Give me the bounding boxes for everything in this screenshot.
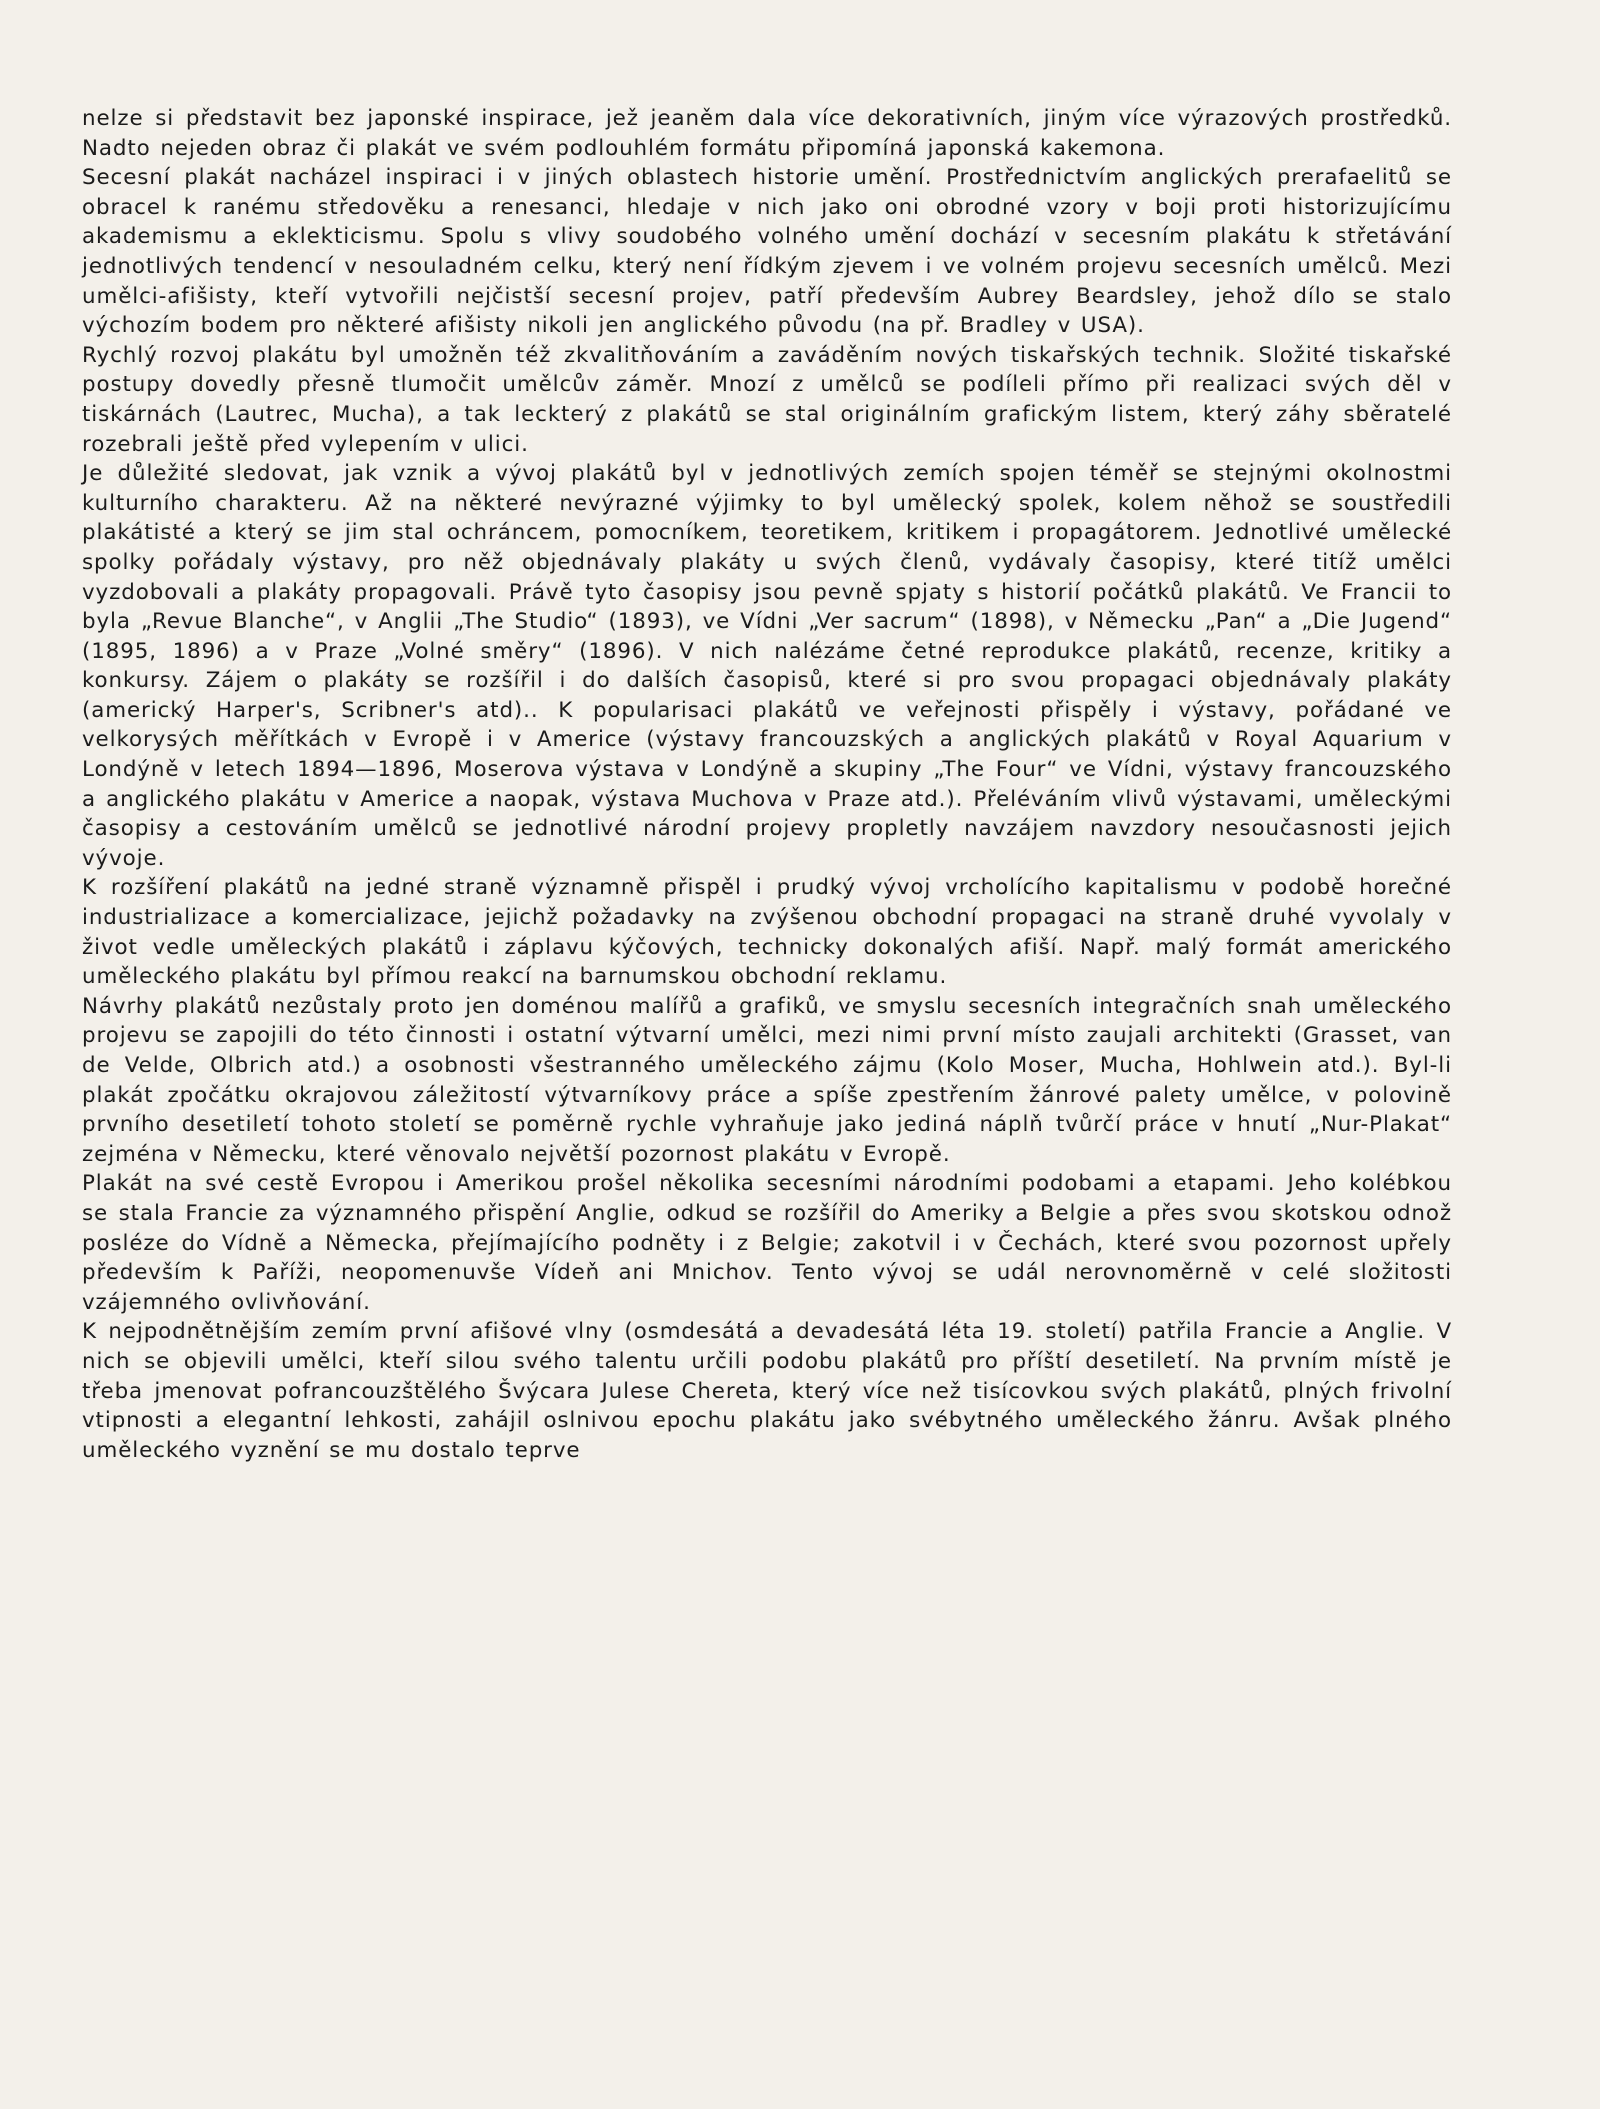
paragraph-national-forms: Plakát na své cestě Evropou i Amerikou prošel několika secesními národními podobami a etapami. Jeho kolébkou se stala Francie za významného přispění Anglie, odkud se rozšířil do Ameriky a Belgie a přes svou skotskou odnož posléze do Vídně a Německa, přejímajícího podněty i z Belgie; zakotvil i v Čechách, které svou pozornost upřely především k Paříži, neopomenuvše Vídeň ani Mnichov. Tento vývoj se udál nerovnoměrně v celé složitosti vzájemného ovlivňování. [82, 1171, 1452, 1315]
paragraph-secession-inspiration: Secesní plakát nacházel inspiraci i v jiných oblastech historie umění. Prostřednictvím anglických prerafaelitů se obracel k ranému středověku a renesanci, hledaje v nich jako oni obrodné vzory v boji proti historizujícímu akademismu a eklekticismu. Spolu s vlivy soudobého volného umění dochází v secesním plakátu k střetávání jednotlivých tendencí v nesouladném celku, který není řídkým zjevem i ve volném projevu secesních umělců. Mezi umělci-afišisty, kteří vytvořili nejčistší secesní projev, patří především Aubrey Beardsley, jehož dílo se stalo výchozím bodem pro některé afišisty nikoli jen anglického původu (na př. Bradley v USA). [82, 165, 1452, 339]
paragraph-poster-designers: Návrhy plakátů nezůstaly proto jen doménou malířů a grafiků, ve smyslu secesních integračních snah uměleckého projevu se zapojili do této činnosti i ostatní výtvarní umělci, mezi nimi první místo zaujali architekti (Grasset, van de Velde, Olbrich atd.) a osobnosti všestranného uměleckého zájmu (Kolo Moser, Mucha, Hohlwein atd.). Byl-li plakát zpočátku okrajovou záležitostí výtvarníkovy práce a spíše zpestřením žánrové palety umělce, v polovině prvního desetiletí tohoto století se poměrně rychle vyhraňuje jako jediná náplň tvůrčí práce v hnutí „Nur-Plakat“ zejména v Německu, které věnovalo největší pozornost plakátu v Evropě. [82, 993, 1452, 1167]
paragraph-capitalism: K rozšíření plakátů na jedné straně významně přispěl i prudký vývoj vrcholícího kapitalismu v podobě horečné industrializace a komercializace, jejichž požadavky na zvýšenou obchodní propagaci na straně druhé vyvolaly v život vedle uměleckých plakátů i záplavu kýčových, technicky dokonalých afiší. Např. malý formát amerického uměleckého plakátu byl přímou reakcí na barnumskou obchodní reklamu. [82, 875, 1452, 990]
paragraph-printing-techniques: Rychlý rozvoj plakátu byl umožněn též zkvalitňováním a zaváděním nových tiskařských technik. Složité tiskařské postupy dovedly přesně tlumočit umělcův záměr. Mnozí z umělců se podíleli přímo při realizaci svých děl v tiskárnách (Lautrec, Mucha), a tak leckterý z plakátů se stal originálním grafickým listem, který záhy sběratelé rozebrali ještě před vylepením v ulici. [82, 342, 1452, 457]
paragraph-japanese-inspiration: nelze si představit bez japonské inspirace, jež jeaněm dala více dekorativních, jiným více výrazových prostředků. Nadto nejeden obraz či plakát ve svém podlouhlém formátu připomíná japonská kakemona. [82, 106, 1452, 161]
paragraph-art-societies: Je důležité sledovat, jak vznik a vývoj plakátů byl v jednotlivých zemích spojen téměř se stejnými okolnostmi kulturního charakteru. Až na některé nevýrazné výjimky to byl umělecký spolek, kolem něhož se soustředili plakátisté a který se jim stal ochráncem, pomocníkem, teoretikem, kritikem i propagátorem. Jednotlivé umělecké spolky pořádaly výstavy, pro něž objednávaly plakáty u svých členů, vydávaly časopisy, které titíž umělci vyzdobovali a plakáty propagovali. Právě tyto časopisy jsou pevně spjaty s historií počátků plakátů. Ve Francii to byla „Revue Blanche“, v Anglii „The Studio“ (1893), ve Vídni „Ver sacrum“ (1898), v Německu „Pan“ a „Die Jugend“ (1895, 1896) a v Praze „Volné směry“ (1896). V nich nalézáme četné reprodukce plakátů, recenze, kritiky a konkursy. Zájem o plakáty se rozšířil i do dalších časopisů, které si pro svou propagaci objednávaly plakáty (americký Harper's, Scribner's atd).. K popularisaci plakátů ve veřejnosti přispěly i výstavy, pořádané ve velkorysých měřítkách v Evropě i v Americe (výstavy francouzských a anglických plakátů v Royal Aquarium v Londýně v letech 1894—1896, Moserova výstava v Londýně a skupiny „The Four“ ve Vídni, výstavy francouzského a anglického plakátu v Americe a naopak, výstava Muchova v Praze atd.). Přeléváním vlivů výstavami, uměleckými časopisy a cestováním umělců se jednotlivé národní projevy propletly navzájem navzdory nesoučasnosti jejich vývoje. [82, 461, 1452, 871]
body-text [82, 104, 1452, 1465]
paragraph-first-wave: K nejpodnětnějším zemím první afišové vlny (osmdesátá a devadesátá léta 19. století) patřila Francie a Anglie. V nich se objevili umělci, kteří silou svého talentu určili podobu plakátů pro příští desetiletí. Na prvním místě je třeba jmenovat pofrancouzštělého Švýcara Julese Chereta, který více než tisícovkou svých plakátů, plných frivolní vtipnosti a elegantní lehkosti, zahájil oslnivou epochu plakátu jako svébytného uměleckého žánru. Avšak plného uměleckého vyznění se mu dostalo teprve [82, 1319, 1452, 1463]
